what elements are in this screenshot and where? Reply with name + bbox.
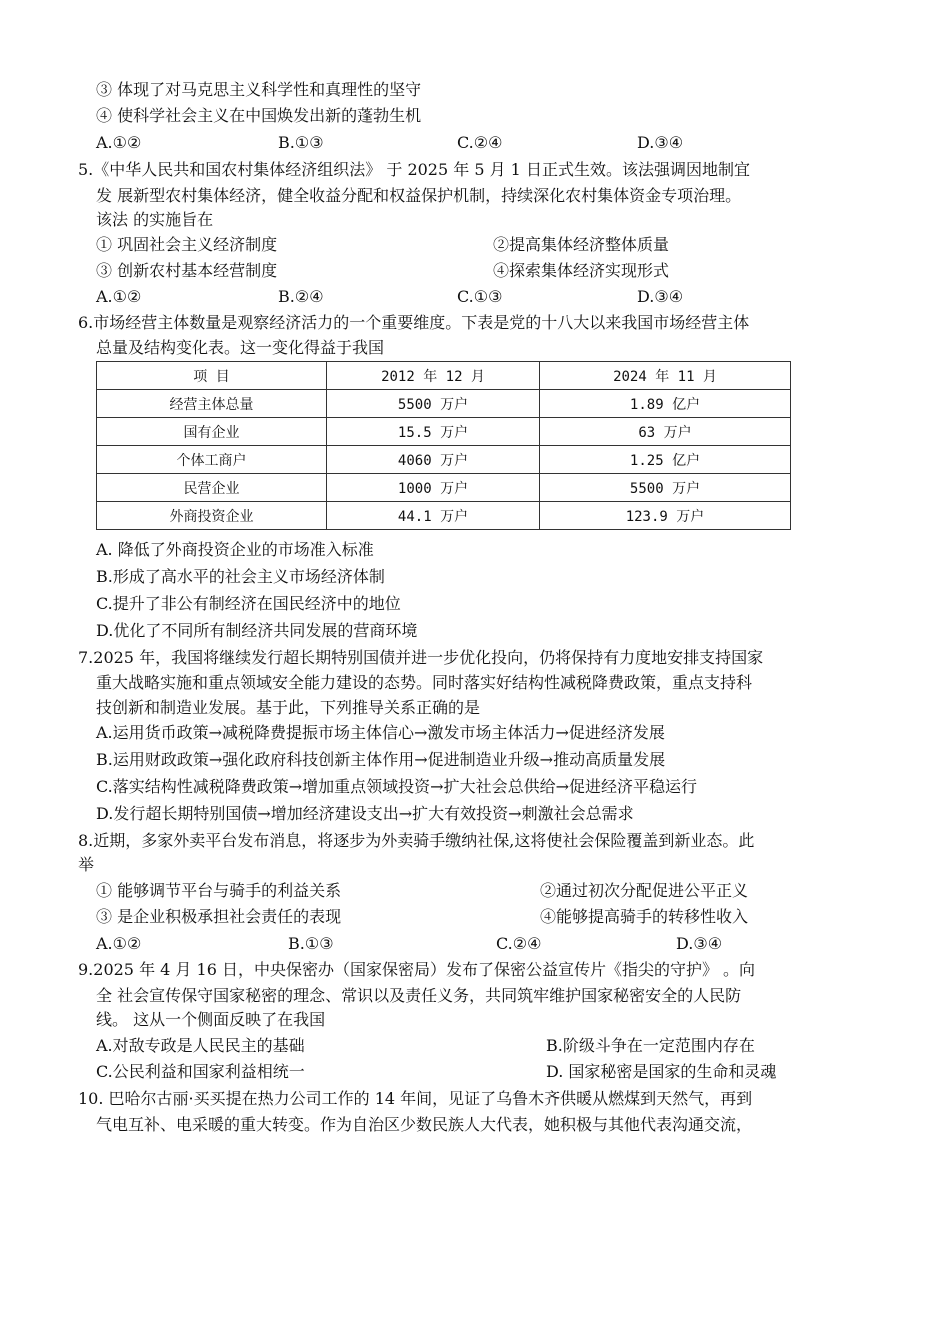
- q6-stem-line-1: 6.市场经营主体数量是观察经济活力的一个重要维度。下表是党的十八大以来我国市场经营主体: [78, 313, 750, 332]
- q9-stem-line-3: 线。 这从一个侧面反映了在我国: [96, 1010, 326, 1029]
- q6-option-c: C.提升了非公有制经济在国民经济中的地位: [96, 594, 401, 613]
- table-cell: 外商投资企业: [97, 502, 327, 530]
- table-cell: 4060 万户: [327, 446, 540, 474]
- q9-stem-line-2: 全 社会宣传保守国家秘密的理念、常识以及责任义务，共同筑牢维护国家秘密安全的人民防: [96, 986, 742, 1005]
- q4-option-b: B.①③: [278, 133, 324, 152]
- q7-option-b: B.运用财政政策→强化政府科技创新主体作用→促进制造业升级→推动高质量发展: [96, 750, 666, 769]
- table-cell: 民营企业: [97, 474, 327, 502]
- q5-stem-line-1: 5.《中华人民共和国农村集体经济组织法》 于 2025 年 5 月 1 日正式生效。该法强调因地制宜: [78, 160, 750, 179]
- q5-item-1: ① 巩固社会主义经济制度: [96, 235, 278, 254]
- q7-option-a: A.运用货币政策→减税降费提振市场主体信心→激发市场主体活力→促进经济发展: [96, 723, 665, 742]
- q9-options-row-2: [96, 1062, 856, 1082]
- q9-option-d: D. 国家秘密是国家的生命和灵魂: [546, 1062, 777, 1081]
- q8-option-c: C.②④: [496, 934, 542, 953]
- q8-items-row-2: [96, 907, 856, 927]
- q8-items-row-1: [96, 881, 856, 901]
- q8-item-1: ① 能够调节平台与骑手的利益关系: [96, 881, 342, 900]
- table-row: [97, 390, 791, 418]
- q6-stem-line-2: 总量及结构变化表。这一变化得益于我国: [96, 338, 385, 357]
- q9-options-row-1: [96, 1036, 856, 1056]
- table-cell: 15.5 万户: [327, 418, 540, 446]
- table-header-row: [97, 362, 791, 390]
- q8-option-a: A.①②: [96, 934, 142, 953]
- q8-item-2: ②通过初次分配促进公平正义: [540, 881, 749, 900]
- q4-option-a: A.①②: [96, 133, 142, 152]
- q9-stem-line-1: 9.2025 年 4 月 16 日，中央保密办（国家保密局）发布了保密公益宣传片《指尖的守护》 。向: [78, 960, 756, 979]
- q7-option-d: D.发行超长期特别国债→增加经济建设支出→扩大有效投资→刺激社会总需求: [96, 804, 634, 823]
- q8-item-4: ④能够提高骑手的转移性收入: [540, 907, 749, 926]
- q9-option-c: C.公民利益和国家利益相统一: [96, 1062, 305, 1081]
- q9-option-a: A.对敌专政是人民民主的基础: [96, 1036, 305, 1055]
- table-cell: 国有企业: [97, 418, 327, 446]
- q4-item-4: ④ 使科学社会主义在中国焕发出新的蓬勃生机: [96, 106, 422, 125]
- q9-option-b: B.阶级斗争在一定范围内存在: [546, 1036, 755, 1055]
- q5-item-4: ④探索集体经济实现形式: [493, 261, 670, 280]
- q7-option-c: C.落实结构性减税降费政策→增加重点领域投资→扩大社会总供给→促进经济平稳运行: [96, 777, 697, 796]
- q5-option-a: A.①②: [96, 287, 142, 306]
- q10-stem-line-1: 10. 巴哈尔古丽·买买提在热力公司工作的 14 年间，见证了乌鲁木齐供暖从燃煤到天然气，再到: [78, 1089, 753, 1108]
- q6-option-b: B.形成了高水平的社会主义市场经济体制: [96, 567, 385, 586]
- market-entity-table: [96, 361, 791, 530]
- q8-item-3: ③ 是企业积极承担社会责任的表现: [96, 907, 342, 926]
- q4-item-3: ③ 体现了对马克思主义科学性和真理性的坚守: [96, 80, 422, 99]
- q4-option-d: D.③④: [637, 133, 684, 152]
- q5-stem-line-3: 该法 的实施旨在: [96, 210, 214, 229]
- q8-option-d: D.③④: [676, 934, 723, 953]
- q8-stem-line-2: 举: [78, 855, 95, 874]
- table-header-2012: 2012 年 12 月: [327, 362, 540, 390]
- q5-option-b: B.②④: [278, 287, 324, 306]
- table-row: [97, 474, 791, 502]
- table-cell: 1000 万户: [327, 474, 540, 502]
- q7-stem-line-1: 7.2025 年，我国将继续发行超长期特别国债并进一步优化投向，仍将保持有力度地安排支持国家: [78, 648, 764, 667]
- table-cell: 5500 万户: [327, 390, 540, 418]
- q7-stem-line-3: 技创新和制造业发展。基于此，下列推导关系正确的是: [96, 698, 481, 717]
- q8-stem-line-1: 8.近期，多家外卖平台发布消息，将逐步为外卖骑手缴纳社保,这将使社会保险覆盖到新业态。此: [78, 831, 755, 850]
- q5-items-row-1: [96, 235, 796, 255]
- q5-option-c: C.①③: [457, 287, 503, 306]
- table-row: [97, 418, 791, 446]
- q6-option-d: D.优化了不同所有制经济共同发展的营商环境: [96, 621, 418, 640]
- table-row: [97, 446, 791, 474]
- table-row: [97, 502, 791, 530]
- table-cell: 44.1 万户: [327, 502, 540, 530]
- q5-stem-line-2: 发 展新型农村集体经济，健全收益分配和权益保护机制，持续深化农村集体资金专项治理。: [96, 186, 742, 205]
- q5-item-3: ③ 创新农村基本经营制度: [96, 261, 278, 280]
- q5-option-d: D.③④: [637, 287, 684, 306]
- table-cell: 63 万户: [540, 418, 791, 446]
- q8-options: [96, 934, 796, 954]
- q5-items-row-2: [96, 261, 796, 281]
- q6-option-a: A. 降低了外商投资企业的市场准入标准: [96, 540, 374, 559]
- q8-option-b: B.①③: [288, 934, 334, 953]
- table-cell: 123.9 万户: [540, 502, 791, 530]
- table-cell: 经营主体总量: [97, 390, 327, 418]
- q4-options: [96, 133, 796, 153]
- q7-stem-line-2: 重大战略实施和重点领域安全能力建设的态势。同时落实好结构性减税降费政策，重点支持科: [96, 673, 753, 692]
- table-cell: 1.89 亿户: [540, 390, 791, 418]
- q4-option-c: C.②④: [457, 133, 503, 152]
- table-header-item: 项 目: [97, 362, 327, 390]
- table-header-2024: 2024 年 11 月: [540, 362, 791, 390]
- table-cell: 1.25 亿户: [540, 446, 791, 474]
- q5-item-2: ②提高集体经济整体质量: [493, 235, 670, 254]
- table-cell: 个体工商户: [97, 446, 327, 474]
- q5-options: [96, 287, 796, 307]
- q10-stem-line-2: 气电互补、电采暖的重大转变。作为自治区少数民族人大代表，她积极与其他代表沟通交流，: [96, 1115, 753, 1134]
- table-cell: 5500 万户: [540, 474, 791, 502]
